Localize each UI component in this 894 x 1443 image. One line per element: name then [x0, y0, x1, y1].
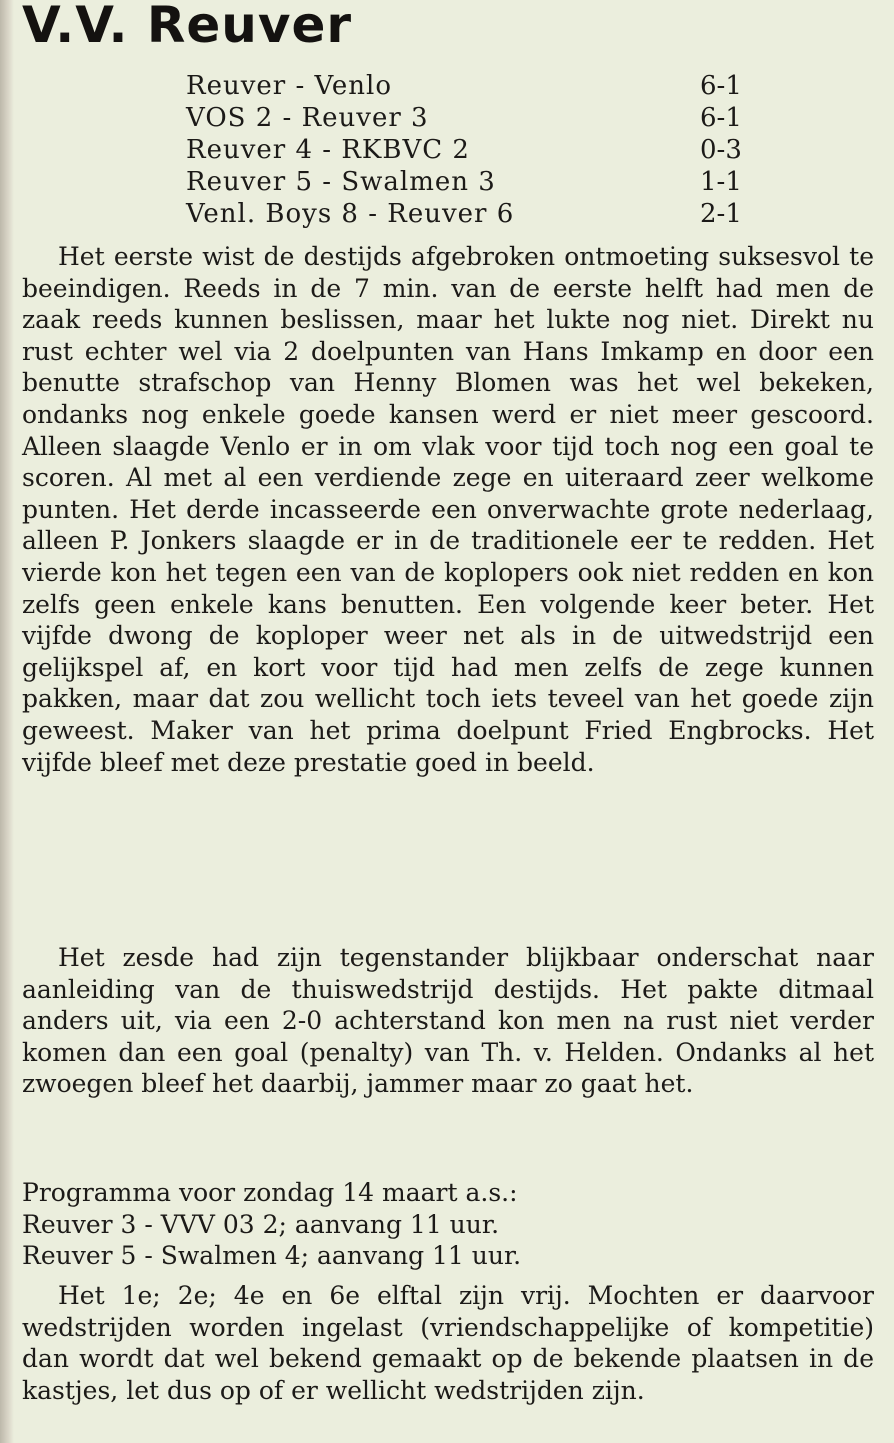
match-report-paragraph: Het eerste wist de destijds afgebroken ontmoeting suksesvol te beeindigen. Reeds in de 7 min. van de eerste helft had men de zaak reeds kunnen beslissen, maar het lukte nog niet. Direkt nu rust echter wel via 2 doelpunten van Hans Imkamp en door een benutte strafschop van Henny Blomen was het wel bekeken, ondanks nog enkele goede kansen werd er niet meer gescoord. Alleen slaagde Venlo er in om vlak voor tijd toch nog een goal te scoren. Al met al een verdiende zege en uiteraard zeer welkome punten. Het derde incasseerde een onverwachte grote nederlaag, alleen P. Jonkers slaagde er in de traditionele eer te redden. Het vierde kon het tegen een van de koplopers ook niet redden en kon zelfs geen enkele kans benutten. Een volgende keer beter. Het vijfde dwong de koploper weer net als in de uitwedstrijd een gelijkspel af, en kort voor tijd had men zelfs de zege kunnen pakken, maar dat zou wellicht toch iets teveel van het goede zijn geweest. Maker van het prima doelpunt Fried Engbrocks. Het vijfde bleef met deze prestatie goed in beeld. — [22, 242, 874, 777]
program-line: Reuver 5 - Swalmen 4; aanvang 11 uur. — [22, 1241, 522, 1271]
closing-paragraph: Het 1e; 2e; 4e en 6e elftal zijn vrij. Mochten er daarvoor wedstrijden worden ingelast (vriendschappelijke of kompetitie) dan wordt dat wel bekend gemaakt op de bekende plaatsen in de kastjes, let dus op of er wellicht wedstrijden zijn. — [22, 1281, 874, 1405]
match-report-paragraph: Het zesde had zijn tegenstander blijkbaar onderschat naar aanleiding van de thuiswedstrijd destijds. Het pakte ditmaal anders uit, via een 2-0 achterstand kon men na rust niet verder komen dan een goal (penalty) van Th. v. Helden. Ondanks al het zwoegen bleef het daarbij, jammer maar zo gaat het. — [22, 943, 874, 1099]
result-score: 6-1 — [700, 103, 742, 133]
result-score: 0-3 — [700, 135, 742, 165]
result-score: 1-1 — [700, 167, 742, 197]
result-row — [186, 198, 786, 230]
result-match: Reuver 5 - Swalmen 3 — [186, 167, 496, 197]
result-match: Venl. Boys 8 - Reuver 6 — [186, 199, 515, 229]
result-match: VOS 2 - Reuver 3 — [186, 103, 429, 133]
program-heading: Programma voor zondag 14 maart a.s.: — [22, 1178, 518, 1207]
result-match: Reuver - Venlo — [186, 71, 393, 101]
result-match: Reuver 4 - RKBVC 2 — [186, 135, 470, 165]
result-row — [186, 70, 786, 102]
program-line: Reuver 3 - VVV 03 2; aanvang 11 uur. — [22, 1209, 500, 1239]
article-headline: V.V. Reuver — [22, 0, 353, 54]
result-score: 6-1 — [700, 71, 742, 101]
result-row — [186, 166, 786, 198]
result-row — [186, 102, 786, 134]
result-score: 2-1 — [700, 199, 742, 229]
match-results-list — [186, 70, 786, 230]
result-row — [186, 134, 786, 166]
program-section — [22, 1177, 882, 1272]
paper-edge — [0, 0, 14, 1443]
